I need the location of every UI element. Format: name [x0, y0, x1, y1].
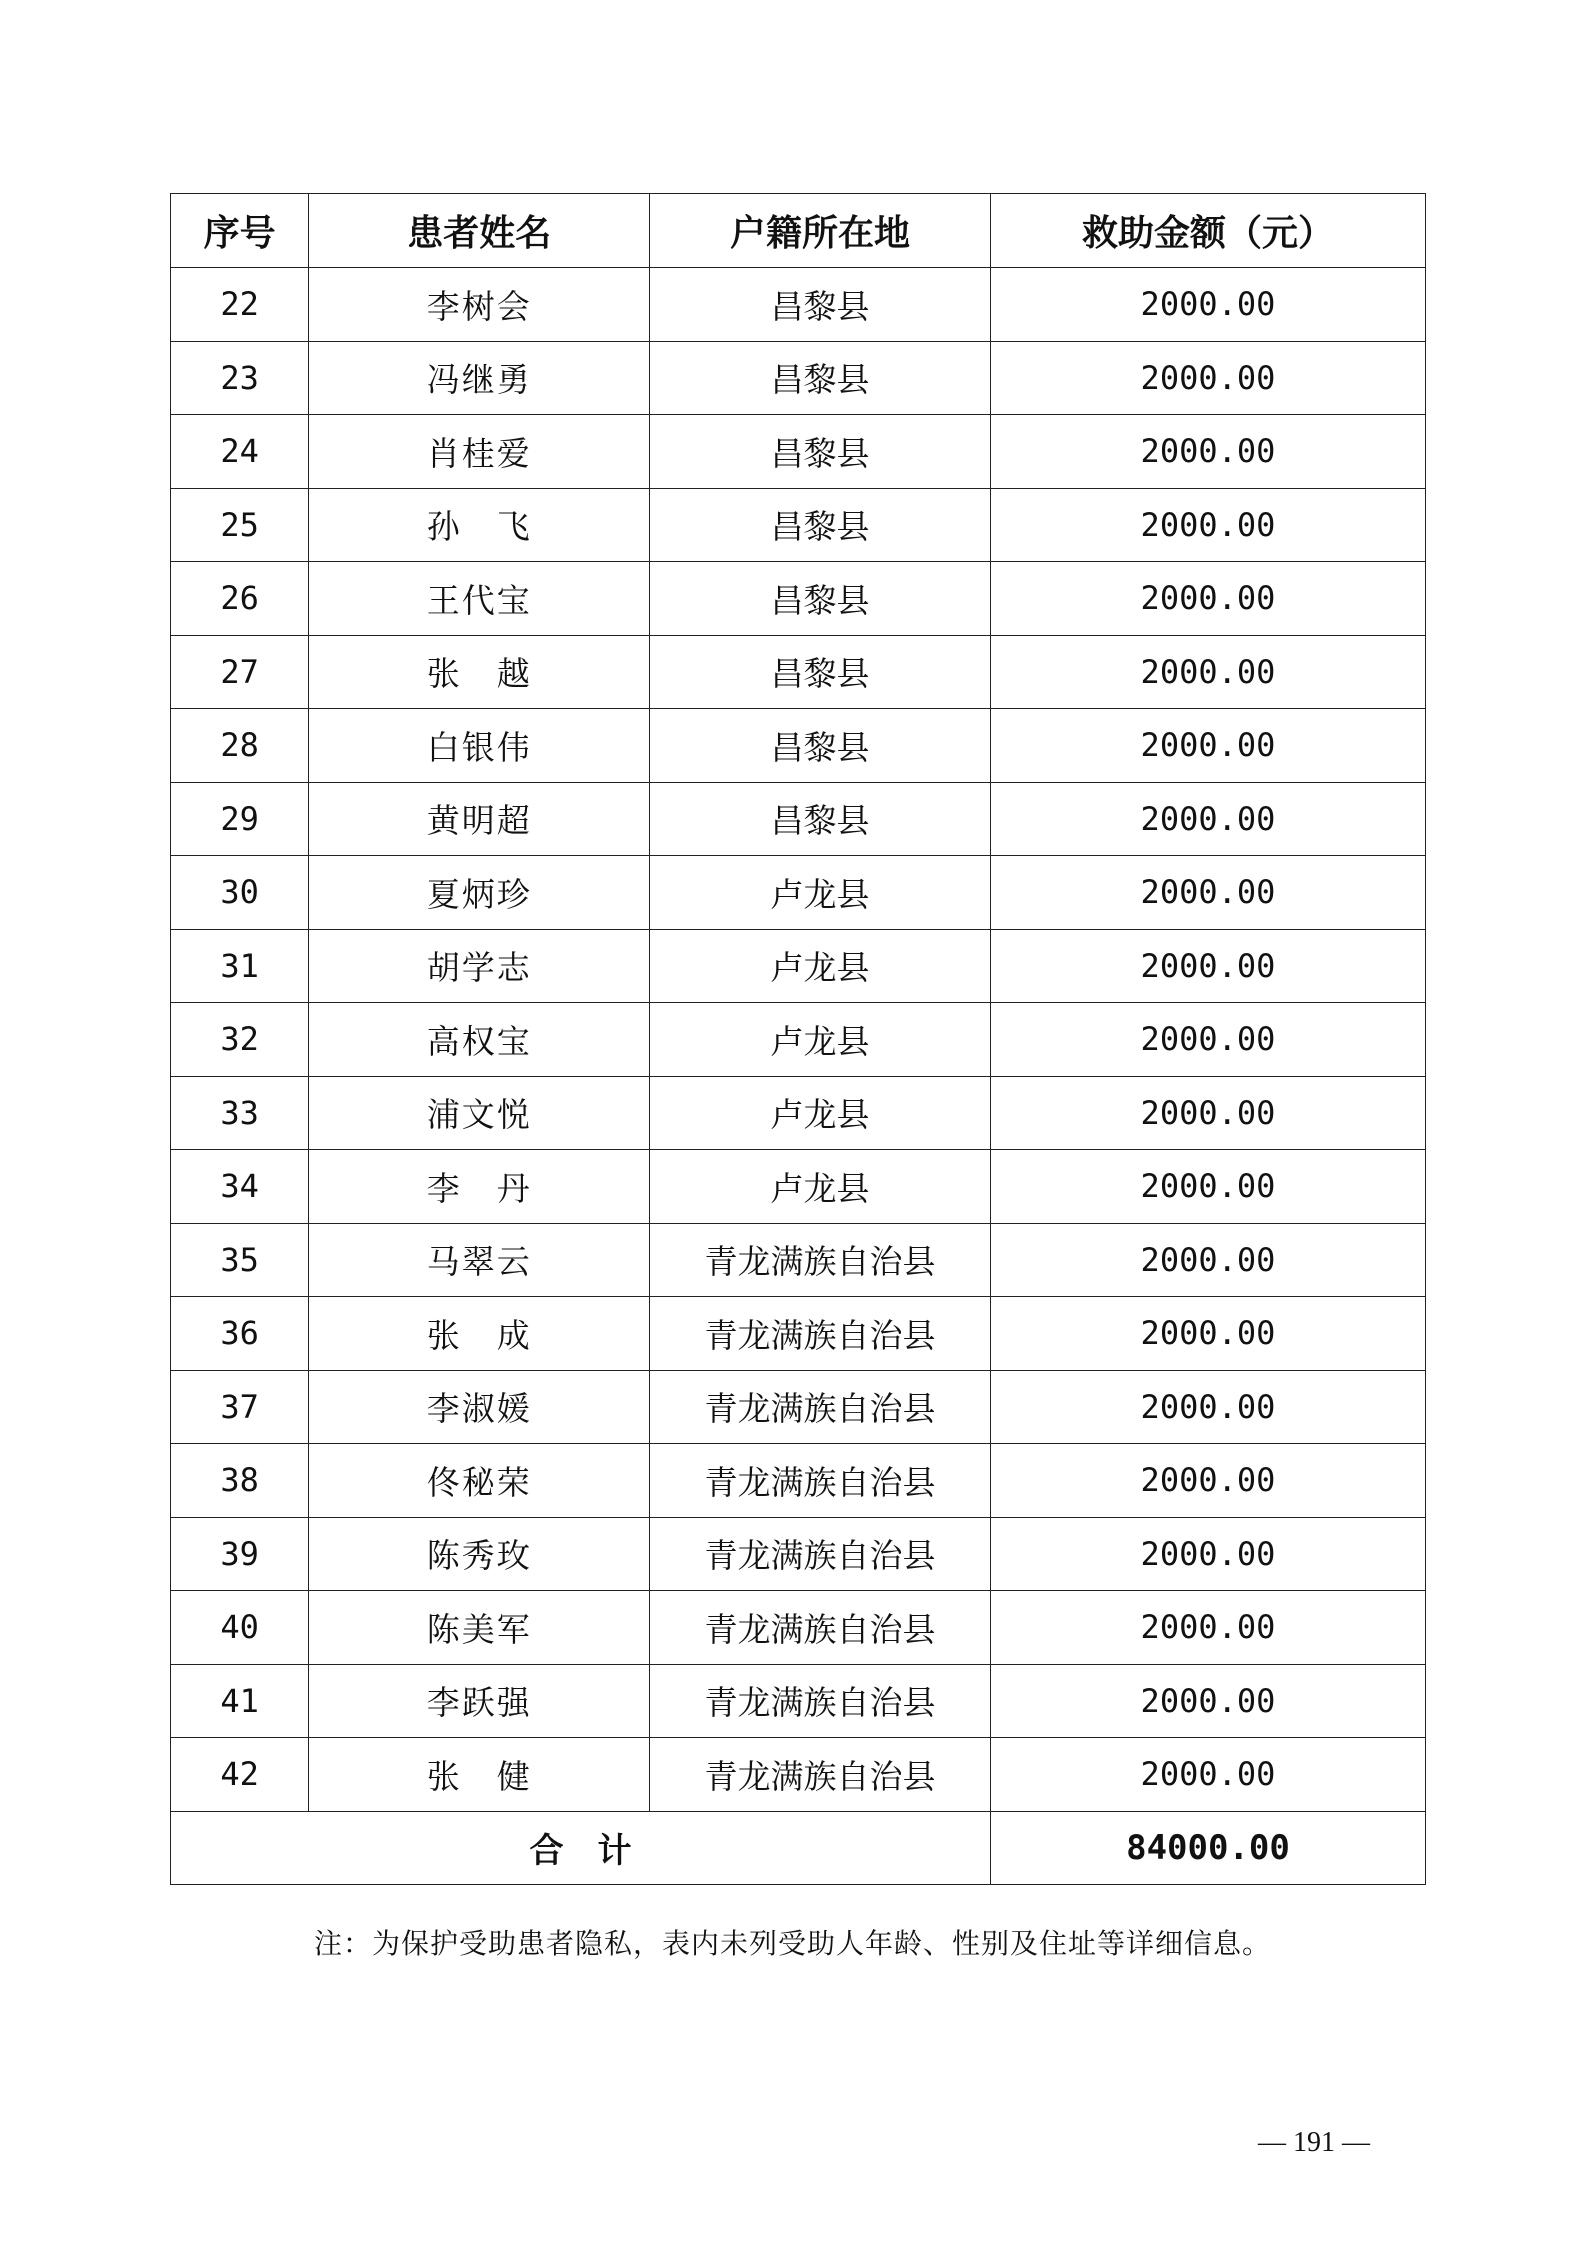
total-label: 合 计: [171, 1811, 991, 1885]
serial-number-cell: 35: [171, 1223, 309, 1297]
relief-amount-cell: 2000.00: [990, 1444, 1425, 1518]
household-location-cell: 卢龙县: [650, 1076, 991, 1150]
serial-number-cell: 22: [171, 268, 309, 342]
serial-number-cell: 27: [171, 635, 309, 709]
patient-name-cell: 白银伟: [309, 709, 650, 783]
table-body: [171, 268, 1426, 1812]
patient-name-cell: 张 越: [309, 635, 650, 709]
patient-name-cell: 胡学志: [309, 929, 650, 1003]
household-location-cell: 青龙满族自治县: [650, 1664, 991, 1738]
relief-amount-cell: 2000.00: [990, 1517, 1425, 1591]
privacy-note: 注：为保护受助患者隐私，表内未列受助人年龄、性别及住址等详细信息。: [314, 1927, 1272, 1960]
patient-name-cell: 张 成: [309, 1297, 650, 1371]
household-location-cell: 昌黎县: [650, 488, 991, 562]
serial-number-cell: 40: [171, 1591, 309, 1665]
table-row: [171, 1738, 1426, 1812]
table-row: [171, 1297, 1426, 1371]
table-row: [171, 1444, 1426, 1518]
serial-number-cell: 30: [171, 856, 309, 930]
patient-name-cell: 肖桂爱: [309, 415, 650, 489]
patient-name-cell: 张 健: [309, 1738, 650, 1812]
relief-amount-cell: 2000.00: [990, 635, 1425, 709]
household-location-cell: 青龙满族自治县: [650, 1738, 991, 1812]
patient-name-cell: 孙 飞: [309, 488, 650, 562]
relief-table: [170, 193, 1426, 1885]
relief-amount-cell: 2000.00: [990, 1003, 1425, 1077]
relief-amount-cell: 2000.00: [990, 1223, 1425, 1297]
patient-name-cell: 浦文悦: [309, 1076, 650, 1150]
table-row: [171, 1076, 1426, 1150]
table-row: [171, 1370, 1426, 1444]
household-location-cell: 昌黎县: [650, 635, 991, 709]
household-location-cell: 青龙满族自治县: [650, 1370, 991, 1444]
serial-number-cell: 31: [171, 929, 309, 1003]
patient-name-cell: 陈美军: [309, 1591, 650, 1665]
patient-name-cell: 李淑媛: [309, 1370, 650, 1444]
page-number: — 191 —: [1258, 2127, 1370, 2158]
table-row: [171, 488, 1426, 562]
table-row: [171, 268, 1426, 342]
serial-number-cell: 37: [171, 1370, 309, 1444]
patient-name-cell: 李跃强: [309, 1664, 650, 1738]
household-location-cell: 青龙满族自治县: [650, 1591, 991, 1665]
table-row: [171, 1150, 1426, 1224]
relief-amount-cell: 2000.00: [990, 709, 1425, 783]
serial-number-cell: 42: [171, 1738, 309, 1812]
header-household-location: 户籍所在地: [650, 194, 991, 268]
patient-name-cell: 冯继勇: [309, 341, 650, 415]
total-row: [171, 1811, 1426, 1885]
serial-number-cell: 41: [171, 1664, 309, 1738]
household-location-cell: 青龙满族自治县: [650, 1517, 991, 1591]
serial-number-cell: 36: [171, 1297, 309, 1371]
relief-amount-cell: 2000.00: [990, 415, 1425, 489]
household-location-cell: 卢龙县: [650, 1003, 991, 1077]
serial-number-cell: 38: [171, 1444, 309, 1518]
patient-name-cell: 王代宝: [309, 562, 650, 636]
household-location-cell: 昌黎县: [650, 562, 991, 636]
patient-name-cell: 黄明超: [309, 782, 650, 856]
table-row: [171, 709, 1426, 783]
relief-amount-cell: 2000.00: [990, 929, 1425, 1003]
relief-amount-cell: 2000.00: [990, 1591, 1425, 1665]
serial-number-cell: 24: [171, 415, 309, 489]
header-relief-amount: 救助金额（元）: [990, 194, 1425, 268]
table-row: [171, 782, 1426, 856]
relief-amount-cell: 2000.00: [990, 562, 1425, 636]
header-serial-number: 序号: [171, 194, 309, 268]
relief-amount-cell: 2000.00: [990, 268, 1425, 342]
table-row: [171, 1591, 1426, 1665]
serial-number-cell: 26: [171, 562, 309, 636]
relief-amount-cell: 2000.00: [990, 782, 1425, 856]
serial-number-cell: 34: [171, 1150, 309, 1224]
relief-amount-cell: 2000.00: [990, 1076, 1425, 1150]
household-location-cell: 昌黎县: [650, 782, 991, 856]
household-location-cell: 青龙满族自治县: [650, 1444, 991, 1518]
table-row: [171, 929, 1426, 1003]
relief-amount-cell: 2000.00: [990, 341, 1425, 415]
table-row: [171, 415, 1426, 489]
patient-name-cell: 佟秘荣: [309, 1444, 650, 1518]
patient-name-cell: 陈秀玫: [309, 1517, 650, 1591]
household-location-cell: 卢龙县: [650, 856, 991, 930]
relief-amount-cell: 2000.00: [990, 1297, 1425, 1371]
table-row: [171, 856, 1426, 930]
household-location-cell: 卢龙县: [650, 1150, 991, 1224]
table-row: [171, 1003, 1426, 1077]
patient-name-cell: 高权宝: [309, 1003, 650, 1077]
patient-name-cell: 李 丹: [309, 1150, 650, 1224]
patient-name-cell: 马翠云: [309, 1223, 650, 1297]
header-patient-name: 患者姓名: [309, 194, 650, 268]
relief-amount-cell: 2000.00: [990, 856, 1425, 930]
relief-amount-cell: 2000.00: [990, 488, 1425, 562]
household-location-cell: 卢龙县: [650, 929, 991, 1003]
table-row: [171, 635, 1426, 709]
table-row: [171, 341, 1426, 415]
household-location-cell: 青龙满族自治县: [650, 1223, 991, 1297]
table-header-row: [171, 194, 1426, 268]
household-location-cell: 昌黎县: [650, 415, 991, 489]
table-row: [171, 1517, 1426, 1591]
serial-number-cell: 39: [171, 1517, 309, 1591]
patient-name-cell: 夏炳珍: [309, 856, 650, 930]
patient-name-cell: 李树会: [309, 268, 650, 342]
serial-number-cell: 29: [171, 782, 309, 856]
table-row: [171, 562, 1426, 636]
relief-amount-cell: 2000.00: [990, 1370, 1425, 1444]
total-amount: 84000.00: [990, 1811, 1425, 1885]
household-location-cell: 昌黎县: [650, 268, 991, 342]
household-location-cell: 青龙满族自治县: [650, 1297, 991, 1371]
household-location-cell: 昌黎县: [650, 341, 991, 415]
serial-number-cell: 25: [171, 488, 309, 562]
serial-number-cell: 23: [171, 341, 309, 415]
relief-amount-cell: 2000.00: [990, 1664, 1425, 1738]
table-row: [171, 1664, 1426, 1738]
serial-number-cell: 32: [171, 1003, 309, 1077]
table-row: [171, 1223, 1426, 1297]
relief-amount-cell: 2000.00: [990, 1738, 1425, 1812]
serial-number-cell: 28: [171, 709, 309, 783]
relief-amount-cell: 2000.00: [990, 1150, 1425, 1224]
household-location-cell: 昌黎县: [650, 709, 991, 783]
serial-number-cell: 33: [171, 1076, 309, 1150]
